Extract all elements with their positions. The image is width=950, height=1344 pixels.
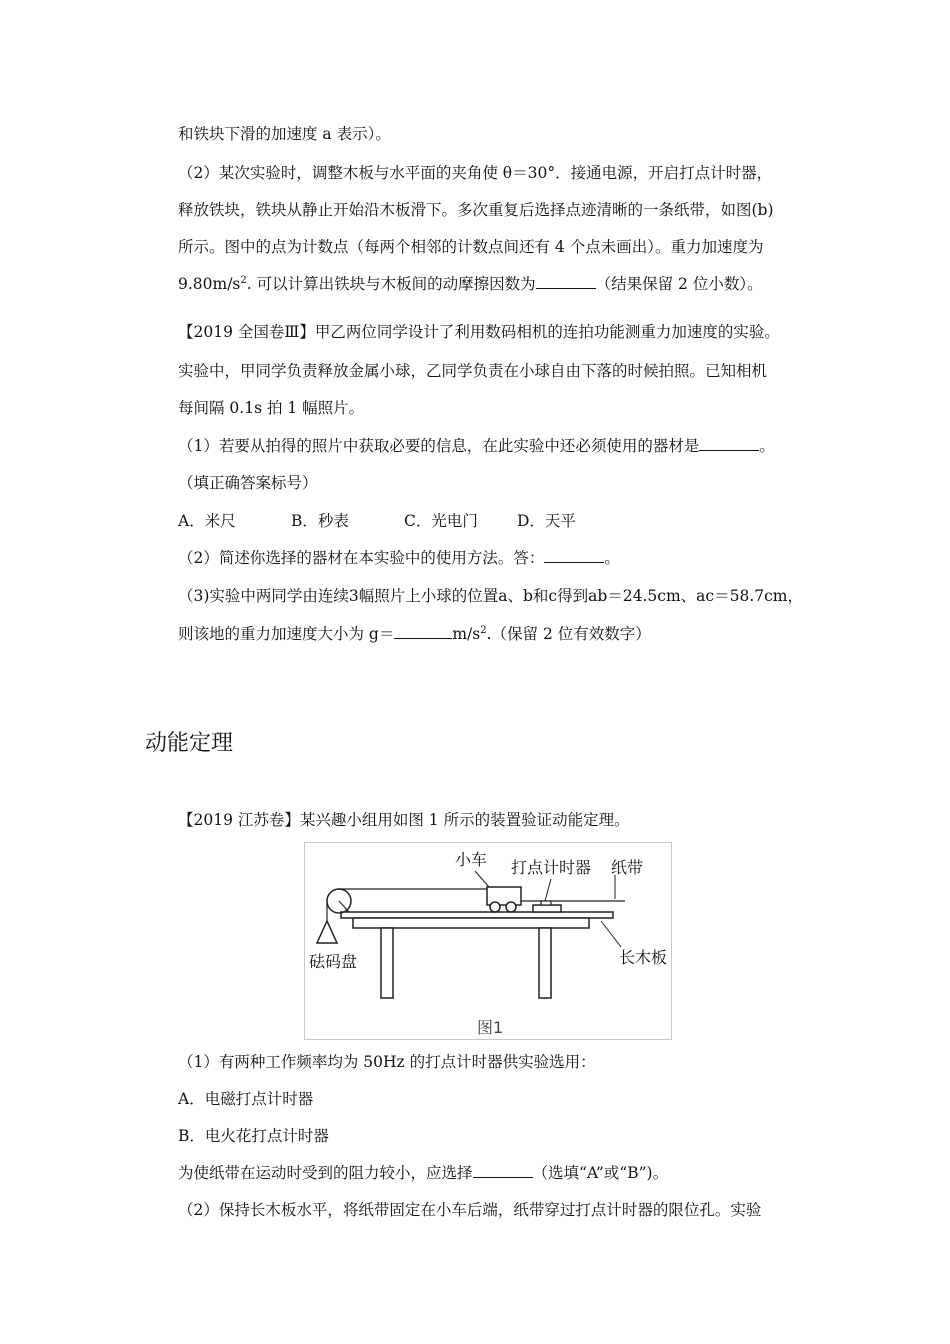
text-line: 【2019 江苏卷】某兴趣小组用如图 1 所示的装置验证动能定理。 — [178, 811, 630, 829]
text-line: （1）有两种工作频率均为 50Hz 的打点计时器供实验选用： — [178, 1053, 596, 1071]
text-fragment: 则该地的重力加速度大小为 g＝ — [178, 625, 395, 643]
answer-blank[interactable] — [699, 436, 759, 451]
text-fragment: . 可以计算出铁块与木板间的动摩擦因数为 — [246, 275, 536, 293]
text-line — [178, 1163, 668, 1183]
answer-blank[interactable] — [394, 624, 452, 639]
text-line — [178, 548, 620, 568]
section-heading: 动能定理 — [145, 731, 234, 756]
option-a: A．米尺 — [178, 512, 236, 530]
option-d: D．天平 — [517, 512, 576, 530]
text-fragment: （选填“A”或“B”)。 — [532, 1164, 669, 1182]
text-fragment: m/s — [452, 625, 481, 643]
table-top — [353, 918, 589, 928]
answer-blank[interactable] — [536, 274, 596, 289]
text-line — [178, 436, 775, 456]
option-c: C．光电门 — [404, 512, 478, 530]
label-timer: 打点计时器 — [511, 858, 592, 877]
text-fragment: 。 — [604, 549, 620, 567]
table-leg — [381, 928, 393, 998]
text-fragment: 9.80m/s — [178, 275, 241, 293]
long-board — [341, 912, 613, 918]
label-board: 长木板 — [619, 948, 668, 967]
text-line: 实验中，甲同学负责释放金属小球，乙同学负责在小球自由下落的时候拍照。已知相机 — [178, 362, 768, 380]
answer-blank[interactable] — [473, 1163, 533, 1178]
text-fragment: 为使纸带在运动时受到的阻力较小，应选择 — [178, 1164, 473, 1182]
label-tape: 纸带 — [611, 858, 644, 877]
text-line — [178, 274, 763, 294]
text-line: （2）保持长木板水平，将纸带固定在小车后端，纸带穿过打点计时器的限位孔。实验 — [178, 1201, 762, 1219]
cart-wheel — [506, 902, 516, 912]
dot-timer — [533, 905, 561, 912]
text-line: （3)实验中两同学由连续3幅照片上小球的位置a、b和c得到ab＝24.5cm、ac＝58.7cm， — [178, 587, 803, 605]
text-line: 【2019 全国卷Ⅲ】甲乙两位同学设计了利用数码相机的连拍功能测重力加速度的实验。 — [178, 323, 780, 341]
text-line — [178, 624, 651, 644]
superscript: 2 — [480, 624, 487, 636]
text-line: A．电磁打点计时器 — [178, 1090, 314, 1108]
text-line: 每间隔 0.1s 拍 1 幅照片。 — [178, 399, 365, 417]
text-fragment: 。 — [759, 437, 775, 455]
text-fragment: （结果保留 2 位小数）。 — [595, 275, 763, 293]
label-cart: 小车 — [455, 850, 488, 869]
weight-pan — [317, 921, 337, 943]
text-fragment: （1）若要从拍得的照片中获取必要的信息，在此实验中还必须使用的器材是 — [178, 437, 700, 455]
text-line: （填正确答案标号） — [178, 474, 318, 492]
figure-caption: 图1 — [477, 1018, 504, 1037]
text-line: B．电火花打点计时器 — [178, 1127, 329, 1145]
cart-wheel — [490, 902, 500, 912]
apparatus-figure — [304, 842, 672, 1040]
superscript: 2 — [240, 274, 247, 286]
text-fragment: .（保留 2 位有效数字） — [486, 625, 651, 643]
option-row — [178, 511, 630, 531]
text-line: （2）某次实验时，调整木板与水平面的夹角使 θ＝30°．接通电源，开启打点计时器， — [178, 164, 773, 182]
answer-blank[interactable] — [544, 548, 604, 563]
text-fragment: （2）简述你选择的器材在本实验中的使用方法。答： — [178, 549, 545, 567]
text-line: 和铁块下滑的加速度 a 表示）。 — [178, 125, 391, 143]
label-weights: 砝码盘 — [309, 952, 358, 971]
option-b: B．秒表 — [291, 512, 349, 530]
text-line: 释放铁块，铁块从静止开始沿木板滑下。多次重复后选择点迹清晰的一条纸带，如图(b) — [178, 201, 774, 219]
text-line: 所示。图中的点为计数点（每两个相邻的计数点间还有 4 个点未画出）。重力加速度为 — [178, 238, 764, 256]
table-leg — [539, 928, 551, 998]
